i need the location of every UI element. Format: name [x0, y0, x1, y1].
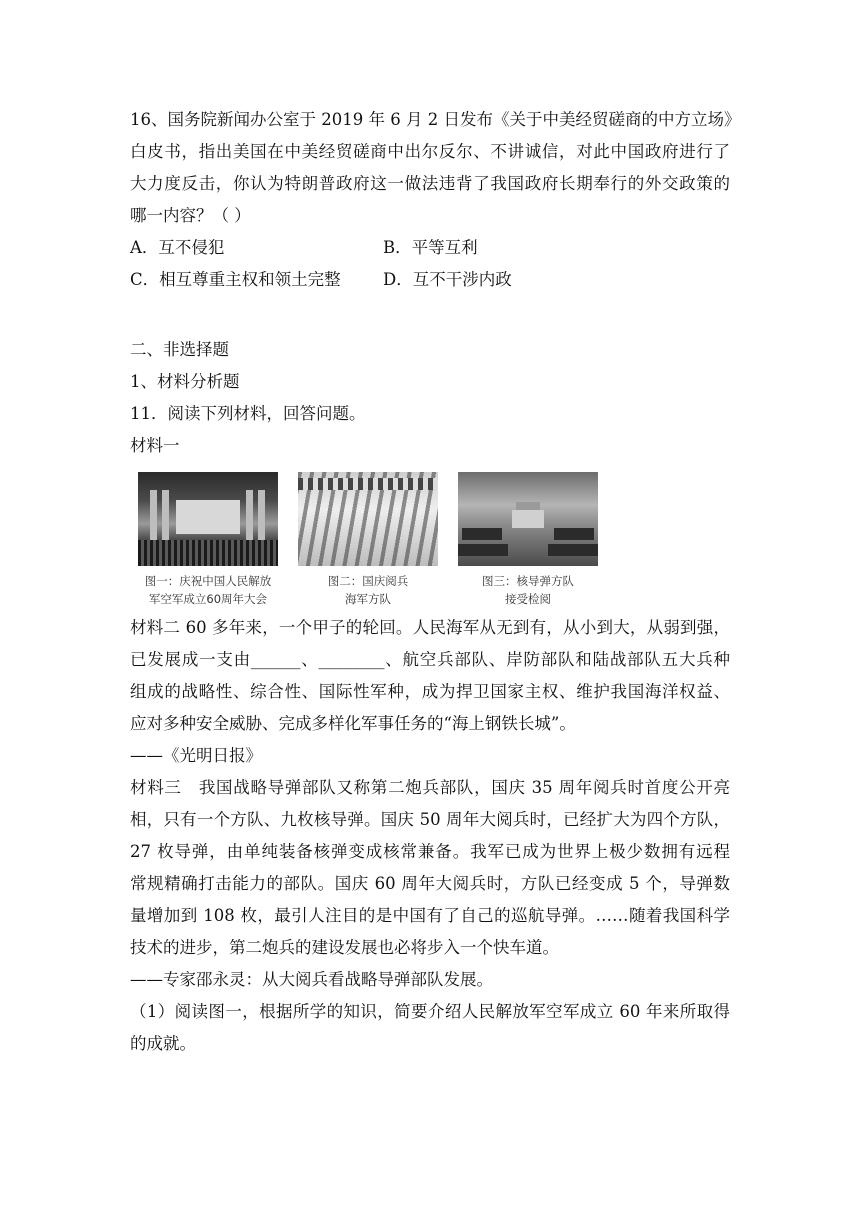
material-1-label: 材料一	[130, 436, 180, 455]
material-3-source: ——专家邵永灵：从大阅兵看战略导弹部队发展。	[130, 970, 493, 989]
options-row-1	[130, 232, 730, 264]
material-2-line-3: 组成的战略性、综合性、国际性军种，成为捍卫国家主权、维护我国海洋权益、	[130, 682, 730, 701]
material-3-line-2: 相，只有一个方队、九枚核导弹。国庆 50 周年大阅兵时，已经扩大为四个方队，	[130, 810, 730, 829]
question-16-line-2: 白皮书，指出美国在中美经贸磋商中出尔反尔、不讲诚信，对此中国政府进行了	[130, 142, 730, 161]
material-2-line-1: 材料二 60 多年来，一个甲子的轮回。人民海军从无到有，从小到大，从弱到强，	[130, 618, 730, 637]
figure-3-caption-line-2: 接受检阅	[505, 592, 551, 606]
document-page	[130, 104, 741, 1060]
question-16-line-1: 16、国务院新闻办公室于 2019 年 6 月 2 日发布《关于中美经贸磋商的中方立场》	[130, 110, 741, 129]
material-3-line-5: 量增加到 108 枚，最引人注目的是中国有了自己的巡航导弹。……随着我国科学	[130, 906, 730, 925]
material-3	[130, 772, 730, 996]
figure-1-caption-line-1: 图一：庆祝中国人民解放	[144, 574, 272, 588]
figure-2	[298, 472, 438, 612]
material-3-line-3: 27 枚导弹，由单纯装备核弹变成核常兼备。我军已成为世界上极少数拥有远程	[130, 842, 730, 861]
figure-3-photo	[458, 472, 598, 566]
option-d: D．互不干涉内政	[383, 270, 512, 289]
subquestion-1-line-2: 的成就。	[130, 1034, 196, 1053]
figure-2-caption-line-1: 图二：国庆阅兵	[327, 574, 409, 588]
option-b: B．平等互利	[383, 238, 478, 257]
question-16-line-4: 哪一内容？（ ）	[130, 206, 251, 225]
spacer	[130, 296, 730, 334]
options-row-2	[130, 264, 730, 296]
figure-1-caption-line-2: 军空军成立60周年大会	[148, 592, 268, 606]
question-16-line-3: 大力度反击，你认为特朗普政府这一做法违背了我国政府长期奉行的外交政策的	[130, 174, 730, 193]
figure-3	[458, 472, 598, 612]
material-2-line-4: 应对多种安全威胁、完成多样化军事任务的“海上钢铁长城”。	[130, 714, 576, 733]
material-1-figures	[138, 472, 730, 612]
figure-3-caption-line-1: 图三：核导弹方队	[482, 574, 574, 588]
option-c: C．相互尊重主权和领土完整	[130, 270, 341, 289]
option-a: A．互不侵犯	[130, 238, 225, 257]
question-11: 11．阅读下列材料，回答问题。	[130, 404, 366, 423]
material-2-line-2: 已发展成一支由______、________、航空兵部队、岸防部队和陆战部队五大兵种	[130, 650, 730, 669]
figure-3-caption	[458, 572, 598, 608]
figure-2-caption-line-2: 海军方队	[345, 592, 391, 606]
figure-2-caption	[298, 572, 438, 608]
material-2-source: ——《光明日报》	[130, 746, 262, 765]
subquestion-1-line-1: （1）阅读图一，根据所学的知识，简要介绍人民解放军空军成立 60 年来所取得	[130, 1002, 730, 1021]
material-3-line-4: 常规精确打击能力的部队。国庆 60 周年大阅兵时，方队已经变成 5 个，导弹数	[130, 874, 730, 893]
subquestion-1	[130, 996, 730, 1060]
figure-2-photo	[298, 472, 438, 566]
section-subtitle: 1、材料分析题	[130, 372, 240, 391]
figure-1	[138, 472, 278, 612]
material-2	[130, 612, 730, 772]
material-3-line-6: 技术的进步，第二炮兵的建设发展也必将步入一个快车道。	[130, 938, 559, 957]
material-3-line-1: 材料三 我国战略导弹部队又称第二炮兵部队，国庆 35 周年阅兵时首度公开亮	[130, 778, 730, 797]
figure-1-caption	[138, 572, 278, 608]
section-title: 二、非选择题	[130, 340, 229, 359]
question-16	[130, 104, 741, 296]
figure-1-photo	[138, 472, 278, 566]
